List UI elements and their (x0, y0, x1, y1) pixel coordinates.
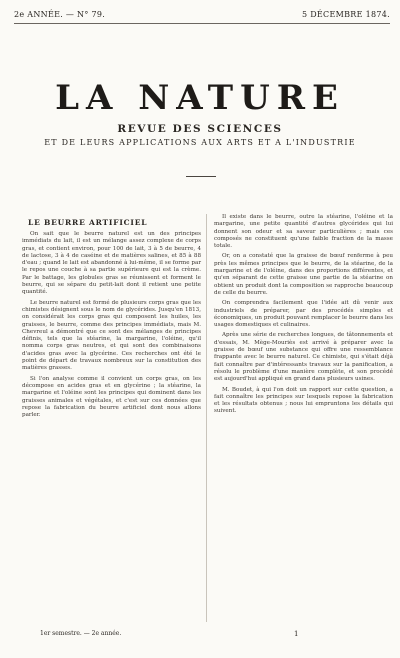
masthead-title: LA NATURE (55, 78, 345, 118)
article-paragraph: M. Boudet, à qui l'on doit un rapport sur cette question, a fait connaître les principes sur lesquels repose la fabrication et les résultats obtenus ; nous lui empruntons les détails qui suivent. (214, 386, 393, 415)
article-paragraph: Le beurre naturel est formé de plusieurs corps gras que les chimistes désignent sous le nom de glycérides. Jusqu'en 1813, on considérait les corps gras qui composent les huiles, les graisses, le beurre, comme des principes immédiats, mais M. Chevreul a démontré que ce sont des mélanges de principes définis, tels que la stéarine, la margarine, l'oléine, qu'il nomma corps gras neutres, et qui sont des combinaisons d'acides gras avec la glycérine. Ces recherches ont été le point de départ de travaux nombreux sur la constitution des matières grasses. (22, 299, 201, 372)
article-paragraph: Après une série de recherches longues, de tâtonnements et d'essais, M. Mège-Mouriès est arrivé à préparer avec la graisse de bœuf une substance qui offre une ressemblance frappante avec le beurre naturel. Ce chimiste, qui s'était déjà fait connaître par d'intéressants travaux sur la panification, a résolu le problème d'une manière complète, et son procédé est aujourd'hui appliqué en grand dans plusieurs usines. (214, 332, 393, 383)
running-header (14, 10, 390, 22)
volume-note: 1er semestre. — 2e année. (40, 630, 122, 637)
article-column-left (22, 218, 201, 422)
column-divider (206, 214, 207, 622)
masthead-subtitle: REVUE DES SCIENCES (117, 123, 283, 135)
article-heading: LE BEURRE ARTIFICIEL (28, 218, 148, 227)
issue-date: 5 DÉCEMBRE 1874. (301, 10, 390, 19)
article-paragraph: Si l'on analyse comme il convient un corps gras, on les décompose en acides gras et en glycérine ; la stéarine, la margarine et l'oléine sont les principes qui dominent dans les graisses animales et végétales, et c'est sur ces données que repose la fabrication du beurre artificiel dont nous allons parler. (22, 375, 201, 419)
ornament-rule (186, 176, 216, 177)
page-number: 1 (294, 630, 299, 638)
issue-label: 2e ANNÉE. — N° 79. (14, 10, 106, 19)
article-paragraph: On sait que le beurre naturel est un des principes immédiats du lait, il est un mélange assez complexe de corps gras, et contient environ, pour 100 de lait, 3 à 5 de beurre, 4 de lactose, 3 à 4 de caséine et de matières salines, et 85 à 88 d'eau ; quand le lait est abandonné à lui-même, il se forme par le repos une couche à sa partie supérieure qui est la crème. Par le battage, les globules gras se réunissent et forment le beurre, qui se sépare du petit-lait dont il retient une petite quantité. (22, 231, 201, 296)
article-column-right (214, 214, 393, 419)
article-paragraph: On comprendra facilement que l'idée ait dû venir aux industriels de préparer, par des procédés simples et économiques, un produit pouvant remplacer le beurre dans les usages domestiques et culinaires. (214, 300, 393, 329)
masthead-tagline: ET DE LEURS APPLICATIONS AUX ARTS ET A L'INDUSTRIE (44, 138, 356, 147)
article-paragraph: Il existe dans le beurre, outre la stéarine, l'oléine et la margarine, une petite quantité d'autres glycérides qui lui donnent son odeur et sa saveur particulières ; mais ces composés ne constituent qu'une faible fraction de la masse totale. (214, 214, 393, 250)
header-rule (14, 23, 390, 24)
article-paragraph: Or, on a constaté que la graisse de bœuf renferme à peu près les mêmes principes que le beurre, de la stéarine, de la margarine et de l'oléine, dans des proportions différentes, et qu'en séparant de cette graisse une partie de la stéarine on obtient un produit dont la composition se rapproche beaucoup de celle du beurre. (214, 253, 393, 296)
